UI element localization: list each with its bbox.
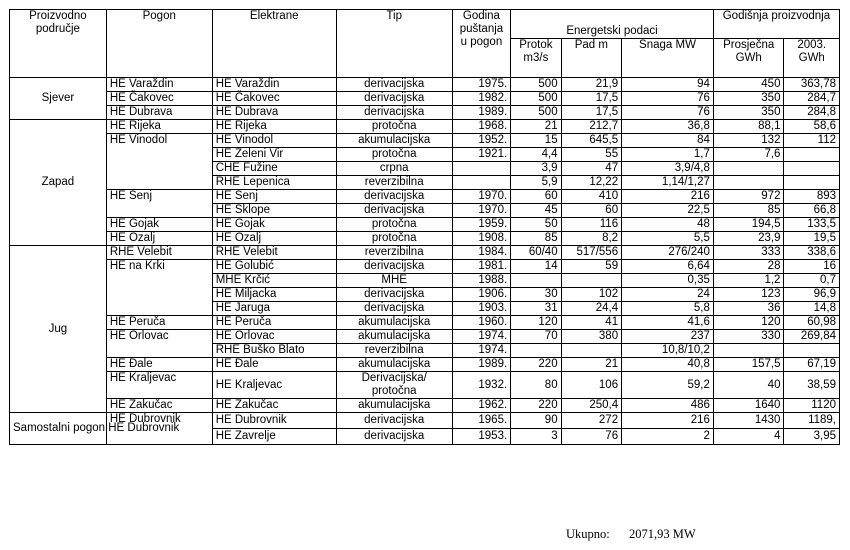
tip-cell: akumulacijska [336, 330, 452, 344]
godina-cell: 1974. [452, 344, 510, 358]
prosjek-cell [713, 162, 784, 176]
prosjek-cell: 120 [713, 316, 784, 330]
protok-cell: 80 [511, 372, 561, 399]
snaga-cell: 216 [622, 190, 714, 204]
tip-cell: protočna [336, 120, 452, 134]
tip-cell: derivacijska [336, 302, 452, 316]
protok-cell: 3 [511, 429, 561, 445]
plant-group-cell: HE Orlovac [106, 330, 212, 358]
g2003-cell: 893 [784, 190, 840, 204]
table-row [10, 218, 840, 232]
table-row [10, 330, 840, 344]
region-cell: Sjever [10, 78, 107, 120]
godina-cell: 1970. [452, 190, 510, 204]
pad-cell: 55 [561, 148, 622, 162]
protok-cell: 5,9 [511, 176, 561, 190]
godina-cell: 1989. [452, 358, 510, 372]
snaga-cell: 41,6 [622, 316, 714, 330]
header-flow: Protok m3/s [511, 39, 561, 78]
header-station: Elektrane [212, 10, 336, 78]
station-cell: HE Orlovac [212, 330, 336, 344]
plant-group-cell: HE Čakovec [106, 92, 212, 106]
g2003-cell: 38,59 [784, 372, 840, 399]
tip-cell: akumulacijska [336, 399, 452, 413]
plant-group-cell: HE Varaždin [106, 78, 212, 92]
protok-cell [511, 274, 561, 288]
station-cell: HE Čakovec [212, 92, 336, 106]
protok-cell: 220 [511, 358, 561, 372]
godina-cell: 1970. [452, 204, 510, 218]
protok-cell: 30 [511, 288, 561, 302]
godina-cell: 1981. [452, 260, 510, 274]
plant-group-cell: HE Rijeka [106, 120, 212, 134]
station-cell: HE Vinodol [212, 134, 336, 148]
table-row [10, 358, 840, 372]
protok-cell: 15 [511, 134, 561, 148]
godina-cell: 1953. [452, 429, 510, 445]
protok-cell: 50 [511, 218, 561, 232]
tip-cell: derivacijska [336, 288, 452, 302]
station-cell: HE Zeleni Vir [212, 148, 336, 162]
snaga-cell: 5,5 [622, 232, 714, 246]
table-row [10, 106, 840, 120]
header-power: Snaga MW [622, 39, 714, 78]
g2003-cell: 16 [784, 260, 840, 274]
g2003-cell: 58,6 [784, 120, 840, 134]
snaga-cell: 1,14/1,27 [622, 176, 714, 190]
plant-group-cell: HE Vinodol [106, 134, 212, 190]
pad-cell: 21 [561, 358, 622, 372]
plant-group-cell: RHE Velebit [106, 246, 212, 260]
table-body [10, 78, 840, 445]
prosjek-cell: 157,5 [713, 358, 784, 372]
pad-cell: 517/556 [561, 246, 622, 260]
snaga-cell: 24 [622, 288, 714, 302]
godina-cell: 1974. [452, 330, 510, 344]
header-energy: Energetski podaci [511, 10, 714, 39]
protok-cell: 90 [511, 413, 561, 429]
godina-cell: 1988. [452, 274, 510, 288]
region-cell: Jug [10, 246, 107, 413]
godina-cell: 1962. [452, 399, 510, 413]
tip-cell: derivacijska [336, 260, 452, 274]
pad-cell: 41 [561, 316, 622, 330]
table-row [10, 232, 840, 246]
pad-cell: 17,5 [561, 106, 622, 120]
tip-cell: protočna [336, 148, 452, 162]
protok-cell: 60 [511, 190, 561, 204]
snaga-cell: 486 [622, 399, 714, 413]
station-cell: HE Kraljevac [212, 372, 336, 399]
prosjek-cell: 333 [713, 246, 784, 260]
prosjek-cell: 350 [713, 92, 784, 106]
pad-cell: 8,2 [561, 232, 622, 246]
godina-cell: 1982. [452, 92, 510, 106]
pad-cell: 116 [561, 218, 622, 232]
g2003-cell: 66,8 [784, 204, 840, 218]
protok-cell: 3,9 [511, 162, 561, 176]
tip-cell: derivacijska [336, 413, 452, 429]
station-cell: HE Rijeka [212, 120, 336, 134]
snaga-cell: 94 [622, 78, 714, 92]
plant-group-cell: HE na Krki [106, 260, 212, 316]
g2003-cell: 284,8 [784, 106, 840, 120]
station-cell: RHE Buško Blato [212, 344, 336, 358]
station-cell: HE Gojak [212, 218, 336, 232]
g2003-cell: 0,7 [784, 274, 840, 288]
tip-cell: derivacijska [336, 78, 452, 92]
g2003-cell [784, 162, 840, 176]
godina-cell: 1908. [452, 232, 510, 246]
table-row [10, 190, 840, 204]
station-cell: HE Đale [212, 358, 336, 372]
godina-cell: 1968. [452, 120, 510, 134]
snaga-cell: 10,8/10,2 [622, 344, 714, 358]
total-value: 2071,93 MW [629, 527, 696, 541]
region-cell: Samostalni pogon HE Dubrovnik [10, 413, 107, 445]
godina-cell: 1960. [452, 316, 510, 330]
godina-cell [452, 162, 510, 176]
header-year: Godina puštanja u pogon [452, 10, 510, 78]
station-cell: CHE Fužine [212, 162, 336, 176]
godina-cell: 1965. [452, 413, 510, 429]
snaga-cell: 2 [622, 429, 714, 445]
tip-cell: derivacijska [336, 204, 452, 218]
tip-cell: protočna [336, 218, 452, 232]
prosjek-cell: 88,1 [713, 120, 784, 134]
godina-cell: 1989. [452, 106, 510, 120]
header-region: Proizvodno područje [10, 10, 107, 78]
tip-cell: akumulacijska [336, 316, 452, 330]
godina-cell: 1952. [452, 134, 510, 148]
station-cell: HE Dubrava [212, 106, 336, 120]
pad-cell: 272 [561, 413, 622, 429]
header-head: Pad m [561, 39, 622, 78]
table-row [10, 413, 840, 429]
plant-group-cell: HE Dubrovnik [106, 413, 212, 445]
pad-cell: 60 [561, 204, 622, 218]
header-production: Godišnja proizvodnja [713, 10, 839, 39]
tip-cell: akumulacijska [336, 358, 452, 372]
g2003-cell: 96,9 [784, 288, 840, 302]
plant-group-cell: HE Senj [106, 190, 212, 218]
snaga-cell: 40,8 [622, 358, 714, 372]
prosjek-cell: 40 [713, 372, 784, 399]
pad-cell: 212,7 [561, 120, 622, 134]
snaga-cell: 76 [622, 106, 714, 120]
protok-cell: 21 [511, 120, 561, 134]
godina-cell: 1984. [452, 246, 510, 260]
header-avg: Prosječna GWh [713, 39, 784, 78]
snaga-cell: 76 [622, 92, 714, 106]
snaga-cell: 36,8 [622, 120, 714, 134]
pad-cell: 102 [561, 288, 622, 302]
tip-cell: derivacijska [336, 429, 452, 445]
table-row [10, 316, 840, 330]
prosjek-cell: 28 [713, 260, 784, 274]
station-cell: HE Zakučac [212, 399, 336, 413]
protok-cell: 220 [511, 399, 561, 413]
table-row [10, 260, 840, 274]
prosjek-cell: 194,5 [713, 218, 784, 232]
header-type: Tip [336, 10, 452, 78]
station-cell: HE Peruča [212, 316, 336, 330]
pad-cell: 12,22 [561, 176, 622, 190]
pad-cell [561, 274, 622, 288]
snaga-cell: 276/240 [622, 246, 714, 260]
g2003-cell: 60,98 [784, 316, 840, 330]
total-label: Ukupno: [566, 527, 610, 541]
protok-cell: 60/40 [511, 246, 561, 260]
godina-cell: 1921. [452, 148, 510, 162]
snaga-cell: 0,35 [622, 274, 714, 288]
g2003-cell: 14,8 [784, 302, 840, 316]
pad-cell: 24,4 [561, 302, 622, 316]
plant-group-cell: HE Kraljevac [106, 372, 212, 399]
g2003-cell: 1189, [784, 413, 840, 429]
protok-cell: 14 [511, 260, 561, 274]
protok-cell: 31 [511, 302, 561, 316]
g2003-cell: 112 [784, 134, 840, 148]
protok-cell [511, 344, 561, 358]
g2003-cell [784, 148, 840, 162]
pad-cell: 106 [561, 372, 622, 399]
prosjek-cell: 85 [713, 204, 784, 218]
tip-cell: derivacijska [336, 106, 452, 120]
header-plant-group: Pogon [106, 10, 212, 78]
prosjek-cell: 132 [713, 134, 784, 148]
snaga-cell: 3,9/4,8 [622, 162, 714, 176]
tip-cell: derivacijska [336, 190, 452, 204]
tip-cell: reverzibilna [336, 344, 452, 358]
station-cell: HE Zavrelje [212, 429, 336, 445]
prosjek-cell: 36 [713, 302, 784, 316]
tip-cell: reverzibilna [336, 246, 452, 260]
snaga-cell: 237 [622, 330, 714, 344]
protok-cell: 500 [511, 78, 561, 92]
protok-cell: 500 [511, 92, 561, 106]
g2003-cell: 133,5 [784, 218, 840, 232]
plant-group-cell: HE Peruča [106, 316, 212, 330]
snaga-cell: 84 [622, 134, 714, 148]
godina-cell [452, 176, 510, 190]
prosjek-cell [713, 176, 784, 190]
prosjek-cell: 23,9 [713, 232, 784, 246]
tip-cell: reverzibilna [336, 176, 452, 190]
g2003-cell: 338,6 [784, 246, 840, 260]
snaga-cell: 5,8 [622, 302, 714, 316]
tip-cell: derivacijska [336, 92, 452, 106]
station-cell: RHE Lepenica [212, 176, 336, 190]
godina-cell: 1959. [452, 218, 510, 232]
table-row [10, 399, 840, 413]
prosjek-cell: 330 [713, 330, 784, 344]
station-cell: HE Dubrovnik [212, 413, 336, 429]
station-cell: RHE Velebit [212, 246, 336, 260]
station-cell: MHE Krčić [212, 274, 336, 288]
g2003-cell: 363,78 [784, 78, 840, 92]
prosjek-cell: 123 [713, 288, 784, 302]
plant-group-cell: HE Dubrava [106, 106, 212, 120]
prosjek-cell: 350 [713, 106, 784, 120]
station-cell: HE Jaruga [212, 302, 336, 316]
table-row [10, 372, 840, 399]
snaga-cell: 59,2 [622, 372, 714, 399]
pad-cell: 410 [561, 190, 622, 204]
prosjek-cell: 4 [713, 429, 784, 445]
plant-group-cell: HE Đale [106, 358, 212, 372]
g2003-cell: 269,84 [784, 330, 840, 344]
prosjek-cell: 1,2 [713, 274, 784, 288]
protok-cell: 4,4 [511, 148, 561, 162]
protok-cell: 70 [511, 330, 561, 344]
snaga-cell: 6,64 [622, 260, 714, 274]
protok-cell: 45 [511, 204, 561, 218]
plant-group-cell: HE Zakučac [106, 399, 212, 413]
pad-cell: 250,4 [561, 399, 622, 413]
g2003-cell: 67,19 [784, 358, 840, 372]
station-cell: HE Golubić [212, 260, 336, 274]
station-cell: HE Miljacka [212, 288, 336, 302]
prosjek-cell: 1640 [713, 399, 784, 413]
snaga-cell: 48 [622, 218, 714, 232]
godina-cell: 1975. [452, 78, 510, 92]
table-row [10, 120, 840, 134]
snaga-cell: 22,5 [622, 204, 714, 218]
plant-group-cell: HE Ozalj [106, 232, 212, 246]
station-cell: HE Ozalj [212, 232, 336, 246]
station-cell: HE Senj [212, 190, 336, 204]
pad-cell: 21,9 [561, 78, 622, 92]
table-row [10, 246, 840, 260]
prosjek-cell: 450 [713, 78, 784, 92]
prosjek-cell: 1430 [713, 413, 784, 429]
g2003-cell: 3,95 [784, 429, 840, 445]
tip-cell: Derivacijska/ protočna [336, 372, 452, 399]
pad-cell: 645,5 [561, 134, 622, 148]
tip-cell: MHE [336, 274, 452, 288]
g2003-cell: 284,7 [784, 92, 840, 106]
header-2003: 2003. GWh [784, 39, 840, 78]
table-row [10, 92, 840, 106]
prosjek-cell: 7,6 [713, 148, 784, 162]
g2003-cell [784, 176, 840, 190]
tip-cell: protočna [336, 232, 452, 246]
tip-cell: akumulacijska [336, 134, 452, 148]
protok-cell: 85 [511, 232, 561, 246]
protok-cell: 500 [511, 106, 561, 120]
pad-cell: 380 [561, 330, 622, 344]
g2003-cell [784, 344, 840, 358]
table-row [10, 78, 840, 92]
region-cell: Zapad [10, 120, 107, 246]
pad-cell [561, 344, 622, 358]
station-cell: HE Varaždin [212, 78, 336, 92]
g2003-cell: 1120 [784, 399, 840, 413]
snaga-cell: 216 [622, 413, 714, 429]
pad-cell: 17,5 [561, 92, 622, 106]
prosjek-cell: 972 [713, 190, 784, 204]
protok-cell: 120 [511, 316, 561, 330]
tip-cell: crpna [336, 162, 452, 176]
godina-cell: 1932. [452, 372, 510, 399]
plant-group-cell: HE Gojak [106, 218, 212, 232]
pad-cell: 47 [561, 162, 622, 176]
godina-cell: 1903. [452, 302, 510, 316]
station-cell: HE Sklope [212, 204, 336, 218]
power-plants-table [9, 9, 840, 445]
g2003-cell: 19,5 [784, 232, 840, 246]
table-row [10, 134, 840, 148]
prosjek-cell [713, 344, 784, 358]
pad-cell: 59 [561, 260, 622, 274]
snaga-cell: 1,7 [622, 148, 714, 162]
pad-cell: 76 [561, 429, 622, 445]
godina-cell: 1906. [452, 288, 510, 302]
